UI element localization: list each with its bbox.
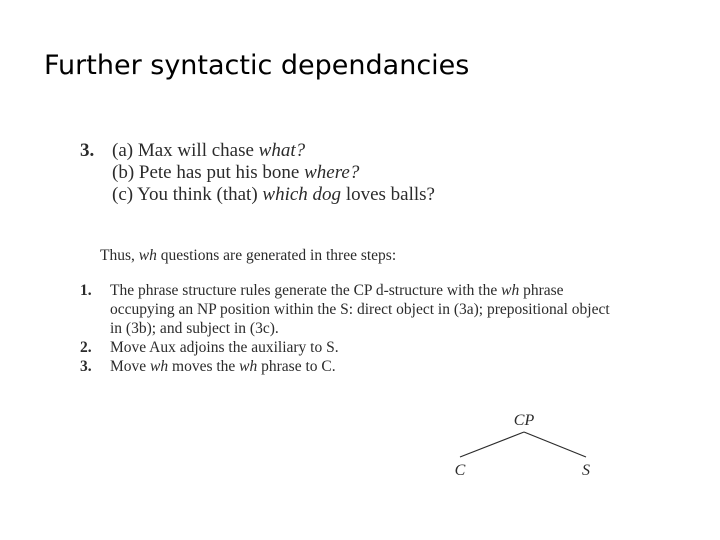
- step-number: 3.: [80, 358, 92, 375]
- example-label: (c): [112, 184, 134, 205]
- step-wh: wh: [150, 358, 169, 375]
- example-number: 3.: [80, 140, 95, 161]
- step-text-part: Move: [110, 358, 151, 375]
- step-text: [110, 338, 620, 357]
- tree-left-label: C: [454, 462, 466, 479]
- tree-branch-right: [524, 432, 586, 457]
- tree-right-label: S: [582, 462, 590, 479]
- example-label: (b): [112, 162, 135, 183]
- step-text-part: phrase occupying an NP position within the S: direct object in (3a); prepositional object in (3b); and subject in (3c).: [110, 282, 610, 337]
- step-wh: wh: [239, 358, 258, 375]
- tree-branch-left: [460, 432, 524, 457]
- step-text: [110, 281, 620, 338]
- step-item: [80, 357, 620, 376]
- example-wh-phrase: which dog: [262, 184, 342, 205]
- step-text-part: phrase to C.: [257, 358, 336, 375]
- tree-root-label: CP: [513, 412, 535, 429]
- example-text: Pete has put his bone: [138, 162, 305, 183]
- example-wh-phrase: what?: [258, 140, 306, 161]
- step-number: 2.: [80, 339, 92, 356]
- step-text-part: moves the: [168, 358, 240, 375]
- example-text-tail: loves balls?: [341, 184, 435, 205]
- example-wh-phrase: where?: [304, 162, 360, 183]
- step-wh: wh: [501, 282, 520, 299]
- step-text-part: The phrase structure rules generate the CP d-structure with the: [110, 282, 502, 299]
- example-c: [112, 184, 435, 206]
- example-label: (a): [112, 140, 134, 161]
- example-text: You think (that): [137, 184, 263, 205]
- example-b: [112, 162, 359, 184]
- intro-wh: wh: [138, 247, 157, 264]
- step-number: 1.: [80, 282, 92, 299]
- intro-text-tail: questions are generated in three steps:: [156, 247, 397, 264]
- step-text-part: Move Aux adjoins the auxiliary to S.: [110, 339, 339, 356]
- slide-title: Further syntactic dependancies: [44, 50, 470, 81]
- example-text: Max will chase: [137, 140, 259, 161]
- intro-text: Thus,: [100, 247, 139, 264]
- step-item: [80, 338, 620, 357]
- step-item: [80, 281, 620, 338]
- syntax-tree: [440, 405, 620, 490]
- example-a: [112, 140, 305, 162]
- step-text: [110, 357, 620, 376]
- intro-paragraph: [100, 247, 396, 265]
- steps-list: [80, 281, 620, 376]
